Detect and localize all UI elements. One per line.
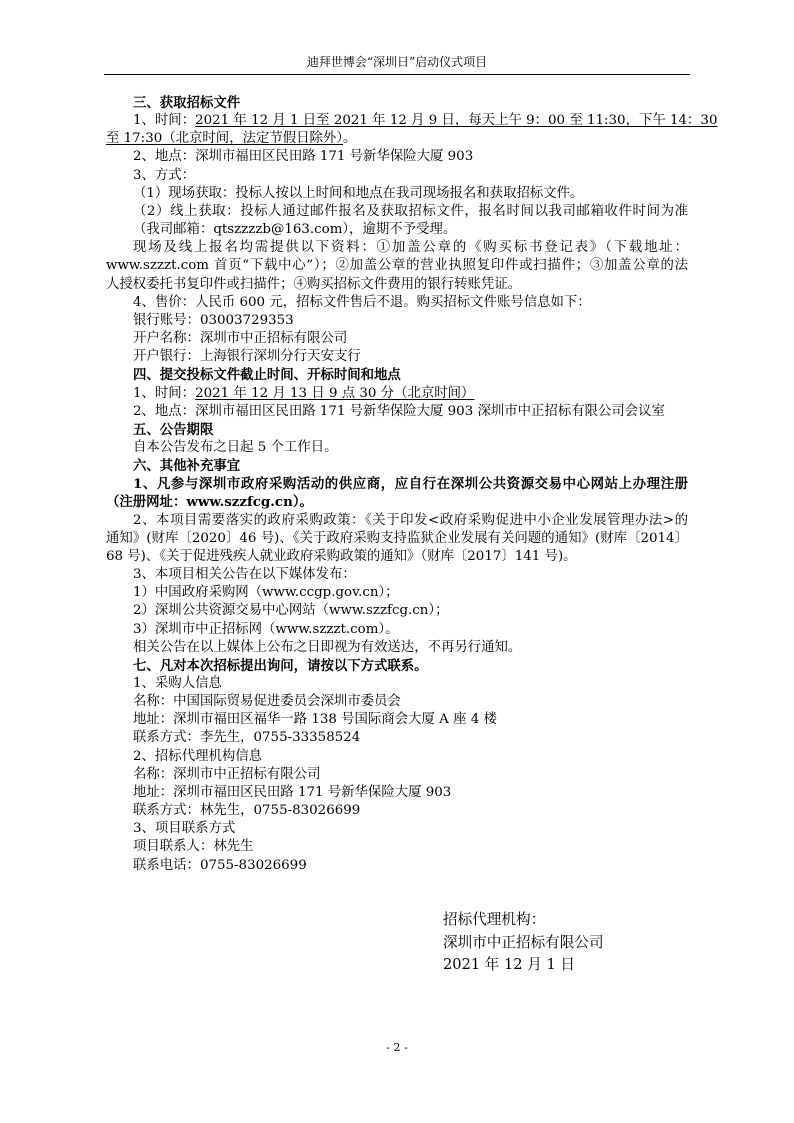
section3-time-value-1: 2021 年 12 月 1 日至 2021 年 12 月 9 日，每天上午 9：00 至 11:30，下午 14：30: [195, 113, 718, 129]
section3-method-label: 3、方式：: [133, 167, 196, 183]
section3-heading: 三、获取招标文件: [133, 95, 241, 111]
section6-item2-line3: 68 号)、《关于促进残疾人就业政府采购政策的通知》（财库〔2017〕141 号)。: [106, 548, 577, 564]
section6-item3: 3、本项目相关公告在以下媒体发布：: [133, 567, 356, 583]
agency-contact: 联系方式：林先生，0755-83026699: [133, 803, 361, 819]
section3-time-label: 1、时间：: [133, 113, 196, 129]
section6-media-item: 2）深圳公共资源交易中心网站（www.szzfcg.cn）；: [133, 603, 449, 619]
agency-address: 地址：深圳市福田区民田路 171 号新华保险大厦 903: [133, 784, 452, 800]
project-contact-person: 项目联系人：林先生: [133, 839, 254, 855]
section3-time-end: 。: [343, 131, 357, 147]
running-header-title: 迪拜世博会“深圳日”启动仪式项目: [306, 55, 488, 69]
header-rule: [104, 74, 690, 75]
section3-location: 2、地点：深圳市福田区民田路 171 号新华保险大厦 903: [133, 149, 474, 165]
section6-item2-line1: 2、本项目需要落实的政府采购政策：《关于印发<政府采购促进中小企业发展管理办法>的: [133, 512, 688, 528]
section4-time-label: 1、时间：: [133, 385, 196, 401]
section6-media-item: 3）深圳市中正招标网（www.szzzt.com）。: [133, 621, 399, 637]
section3-price: 4、售价：人民币 600 元，招标文件售后不退。购买招标文件账号信息如下：: [133, 294, 591, 310]
purchaser-name: 名称：中国国际贸易促进委员会深圳市委员会: [133, 694, 401, 710]
section3-account-name: 开户名称：深圳市中正招标有限公司: [133, 331, 348, 347]
section3-time-value-2: 至 17:30（北京时间，法定节假日除外）: [106, 131, 344, 147]
section3-materials-2: www.szzzt.com 首页“下载中心”）；②加盖公章的营业执照复印件或扫描件；③加盖公章的法: [106, 258, 688, 274]
section3-materials-1: 现场及线上报名均需提供以下资料：①加盖公章的《购买标书登记表》（下载地址：: [133, 240, 688, 256]
section4-location: 2、地点：深圳市福田区民田路 171 号新华保险大厦 903 深圳市中正招标有限公司会议室: [133, 403, 665, 419]
section5-heading: 五、公告期限: [133, 421, 214, 438]
signature-date: 2021 年 12 月 1 日: [443, 956, 575, 973]
section4-time: [133, 385, 688, 403]
section6-item1-line2: （注册网址：www.szzfcg.cn）。: [106, 494, 313, 511]
project-contact-phone: 联系电话：0755-83026699: [133, 857, 307, 873]
section3-method-online-1: （2）线上获取：投标人通过邮件报名及获取招标文件，报名时间以我司邮箱收件时间为准: [133, 203, 688, 219]
section5-text: 自本公告发布之日起 5 个工作日。: [133, 439, 338, 455]
page-number: - 2 -: [386, 1041, 408, 1054]
section6-heading: 六、其他补充事宜: [133, 458, 241, 475]
section3-method-online-2: （我司邮箱：qtszzzzb@163.com），逾期不予受理。: [133, 222, 457, 238]
signature-block: [443, 909, 604, 977]
section3-time-line1: [133, 112, 718, 130]
section3-time-line2: [106, 130, 688, 148]
notice-body: [106, 94, 718, 875]
project-contact-label: 3、项目联系方式: [133, 821, 236, 837]
purchaser-contact: 联系方式：李先生，0755-33358524: [133, 730, 361, 746]
section3-materials-3: 人授权委托书复印件或扫描件；④购买招标文件费用的银行转账凭证。: [106, 276, 522, 292]
section3-bank-name: 开户银行：上海银行深圳分行天安支行: [133, 349, 361, 365]
section4-heading: 四、提交投标文件截止时间、开标时间和地点: [133, 367, 401, 384]
section4-time-value: 2021 年 12 月 13 日 9 点 30 分（北京时间）: [195, 385, 475, 401]
section6-item2-line2: 通知》(财库〔2020〕46 号)、《关于政府采购支持监狱企业发展有关问题的通知》(财库〔2014〕: [106, 530, 688, 546]
section3-method-onsite: （1）现场获取：投标人按以上时间和地点在我司现场报名和获取招标文件。: [133, 185, 584, 201]
section6-note: 相关公告在以上媒体上公布之日即视为有效送达，不再另行通知。: [133, 639, 522, 655]
signature-label: 招标代理机构：: [443, 911, 546, 928]
agency-name: 名称：深圳市中正招标有限公司: [133, 766, 321, 782]
purchaser-address: 地址：深圳市福田区福华一路 138 号国际商会大厦 A 座 4 楼: [133, 712, 497, 728]
purchaser-label: 1、采购人信息: [133, 676, 222, 691]
section3-bank-account: 银行账号：03003729353: [133, 312, 294, 328]
section6-item1-line1: 1、凡参与深圳市政府采购活动的供应商，应自行在深圳公共资源交易中心网站上办理注册: [133, 476, 688, 493]
signature-company: 深圳市中正招标有限公司: [443, 933, 604, 951]
section7-heading: 七、凡对本次招标提出询问，请按以下方式联系。: [133, 657, 428, 674]
section6-media-item: 1）中国政府采购网（www.ccgp.gov.cn）；: [133, 585, 399, 601]
agency-label: 2、招标代理机构信息: [133, 748, 263, 764]
